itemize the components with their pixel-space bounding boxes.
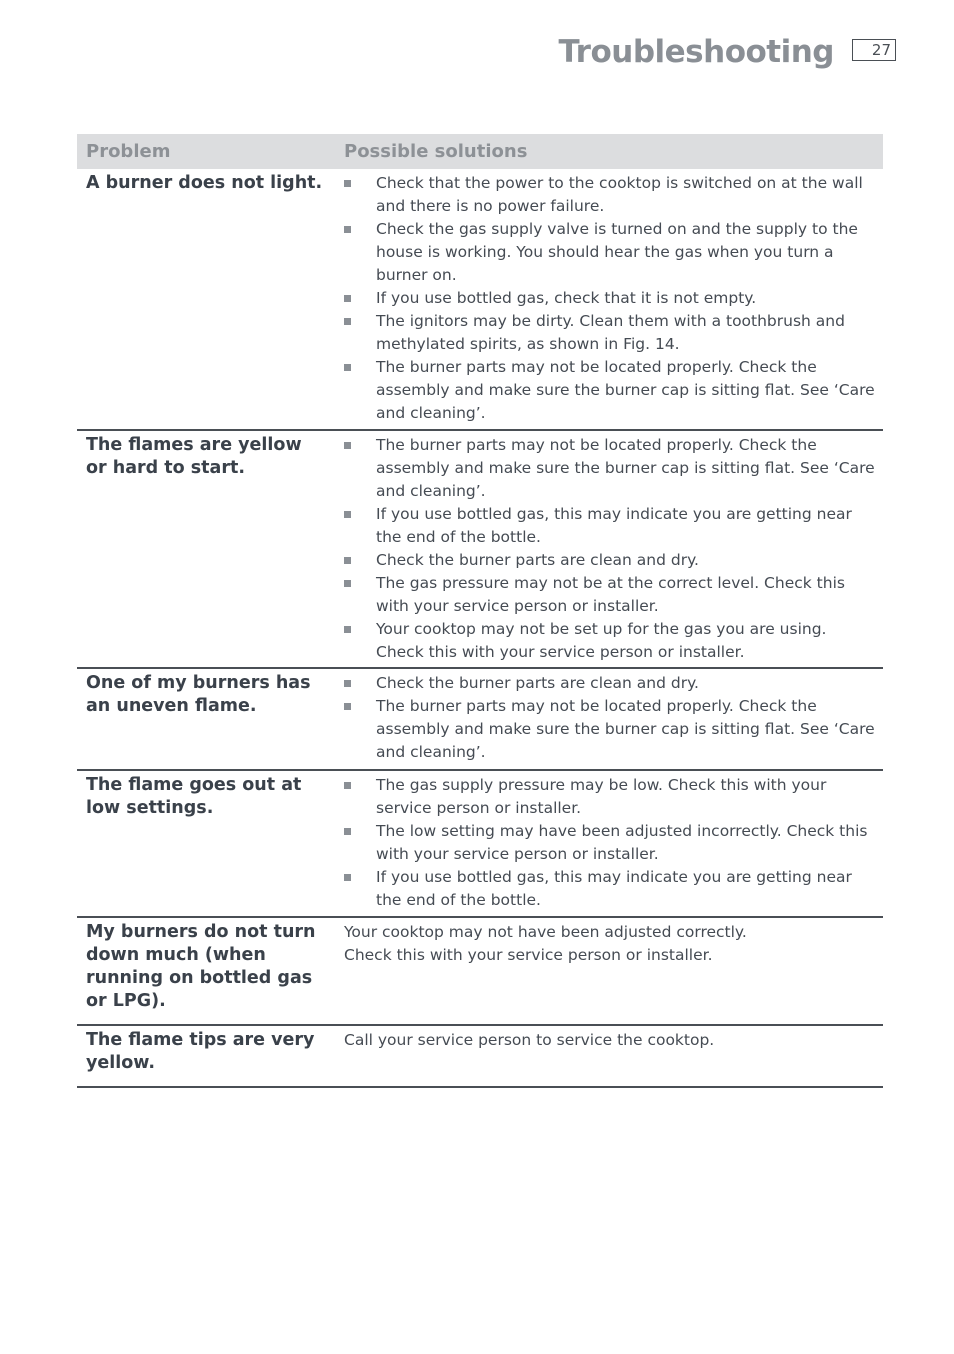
list-item [344,866,875,912]
bullet-square-icon [344,557,351,564]
solutions-cell [335,172,883,429]
page-number: 27 [852,39,896,61]
solution-text: If you use bottled gas, this may indicate you are getting near the end of the bottle. [376,868,852,909]
list-item [344,434,875,503]
table-row [77,431,883,669]
table-header [77,134,883,169]
solution-text: The gas pressure may not be at the correct level. Check this with your service person or installer. [376,574,845,615]
column-header-problem: Problem [86,141,171,162]
solution-text: Check this with your service person or installer. [344,946,713,964]
table-row [77,918,883,1026]
column-header-solutions: Possible solutions [344,141,528,162]
solution-text: The ignitors may be dirty. Clean them with a toothbrush and methylated spirits, as shown in Fig. 14. [376,312,845,353]
solutions-cell [335,434,883,667]
problem-cell: My burners do not turn down much (when running on bottled gas or LPG). [86,922,316,1011]
bullet-square-icon [344,226,351,233]
list-item [344,310,875,356]
list-item [344,672,875,695]
bullet-square-icon [344,318,351,325]
list-item [344,618,875,664]
bullet-square-icon [344,680,351,687]
list-item [344,695,875,764]
bullet-square-icon [344,364,351,371]
solution-text: The burner parts may not be located properly. Check the assembly and make sure the burner cap is sitting flat. See ‘Care and cleaning’. [376,697,875,761]
list-item [344,287,875,310]
page-title: Troubleshooting [558,34,834,70]
problem-cell: The flame goes out at low settings. [86,775,302,818]
bullet-square-icon [344,580,351,587]
solution-text: If you use bottled gas, check that it is not empty. [376,289,757,307]
list-item [344,218,875,287]
solutions-list [344,774,875,912]
table-row [77,169,883,431]
solution-text: If you use bottled gas, this may indicate you are getting near the end of the bottle. [376,505,852,546]
list-item [344,356,875,425]
solution-text: Check the burner parts are clean and dry. [376,551,699,569]
solution-text: The gas supply pressure may be low. Check this with your service person or installer. [376,776,827,817]
solutions-cell [335,1029,883,1086]
problem-cell: The flames are yellow or hard to start. [86,435,302,478]
problem-cell: One of my burners has an uneven flame. [86,673,311,716]
list-item [344,549,875,572]
solution-text: Your cooktop may not be set up for the gas you are using. Check this with your service person or installer. [376,620,827,661]
table-row [77,1026,883,1088]
bullet-square-icon [344,874,351,881]
solution-text: The low setting may have been adjusted incorrectly. Check this with your service person or installer. [376,822,868,863]
bullet-square-icon [344,828,351,835]
bullet-square-icon [344,180,351,187]
list-item [344,820,875,866]
bullet-square-icon [344,703,351,710]
bullet-square-icon [344,626,351,633]
problem-cell: A burner does not light. [86,173,323,193]
solutions-list [344,434,875,664]
table-row [77,771,883,918]
list-item [344,572,875,618]
solution-text: The burner parts may not be located properly. Check the assembly and make sure the burner cap is sitting flat. See ‘Care and cleaning’. [376,358,875,422]
solution-text: Your cooktop may not have been adjusted correctly. [344,923,747,941]
solution-text: Check that the power to the cooktop is switched on at the wall and there is no power failure. [376,174,863,215]
bullet-square-icon [344,295,351,302]
solutions-cell [335,672,883,769]
solutions-cell [335,921,883,1024]
problem-cell: The flame tips are very yellow. [86,1030,315,1073]
solutions-list [344,672,875,764]
list-item [344,172,875,218]
solution-text: Check the gas supply valve is turned on and the supply to the house is working. You should hear the gas when you turn a burner on. [376,220,858,284]
solution-text: The burner parts may not be located properly. Check the assembly and make sure the burner cap is sitting flat. See ‘Care and cleaning’. [376,436,875,500]
table-row [77,669,883,771]
bullet-square-icon [344,782,351,789]
solution-text: Call your service person to service the cooktop. [344,1031,715,1049]
list-item [344,503,875,549]
solutions-cell [335,774,883,916]
bullet-square-icon [344,511,351,518]
page-header [558,30,896,74]
bullet-square-icon [344,442,351,449]
solution-text: Check the burner parts are clean and dry. [376,674,699,692]
solutions-list [344,172,875,425]
troubleshooting-table [77,134,883,1088]
list-item [344,774,875,820]
